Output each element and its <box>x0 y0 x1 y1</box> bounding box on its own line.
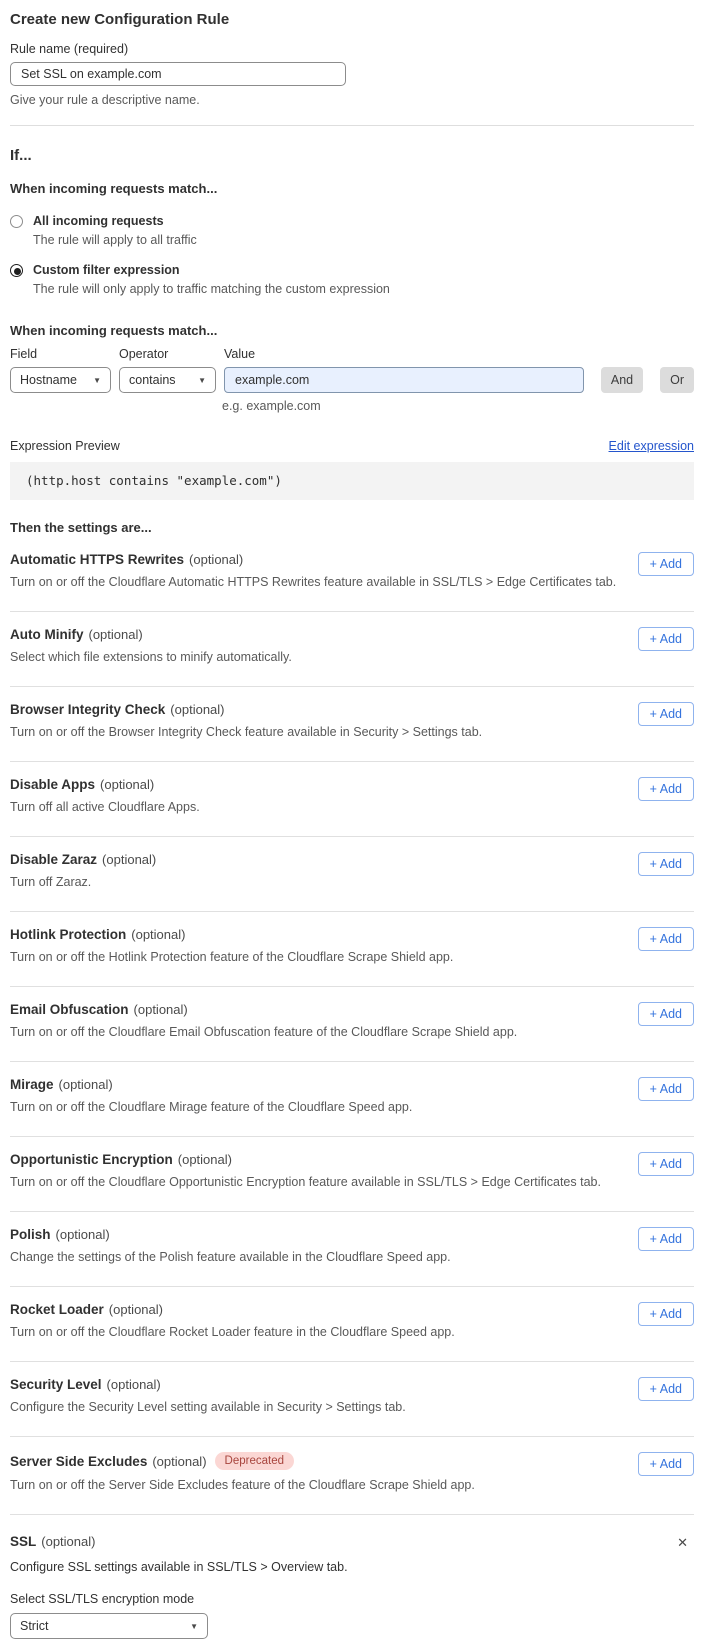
setting-description: Turn off all active Cloudflare Apps. <box>10 800 200 814</box>
add-setting-button[interactable]: + Add <box>638 552 694 576</box>
setting-optional-label: (optional) <box>189 552 244 567</box>
setting-name: Automatic HTTPS Rewrites <box>10 552 185 567</box>
filter-builder-heading: When incoming requests match... <box>10 323 218 338</box>
radio-description: The rule will apply to all traffic <box>33 233 197 247</box>
ssl-mode-select-value: Strict <box>20 1619 49 1633</box>
add-setting-button[interactable]: + Add <box>638 1302 694 1326</box>
ssl-setting-name: SSL <box>10 1534 37 1549</box>
rule-name-help: Give your rule a descriptive name. <box>10 93 200 107</box>
setting-description: Turn on or off the Browser Integrity Check feature available in Security > Settings tab. <box>10 725 483 739</box>
operator-select[interactable] <box>119 367 216 393</box>
if-section-heading: If... <box>10 147 32 164</box>
setting-description: Turn off Zaraz. <box>10 875 92 889</box>
section-divider <box>10 125 694 126</box>
setting-row <box>10 1287 694 1362</box>
add-setting-button[interactable]: + Add <box>638 927 694 951</box>
setting-description: Turn on or off the Cloudflare Opportunistic Encryption feature available in SSL/TLS > Edge Certificates tab. <box>10 1175 601 1189</box>
add-setting-button[interactable]: + Add <box>638 1227 694 1251</box>
setting-description: Configure the Security Level setting available in Security > Settings tab. <box>10 1400 406 1414</box>
value-input[interactable] <box>224 367 584 393</box>
setting-optional-label: (optional) <box>58 1077 113 1092</box>
setting-optional-label: (optional) <box>131 927 186 942</box>
setting-description: Change the settings of the Polish feature available in the Cloudflare Speed app. <box>10 1250 451 1264</box>
setting-optional-label: (optional) <box>152 1453 207 1469</box>
add-setting-button[interactable]: + Add <box>638 1002 694 1026</box>
filter-builder-row <box>10 347 694 393</box>
operator-select-value: contains <box>129 373 176 387</box>
add-setting-button[interactable]: + Add <box>638 1377 694 1401</box>
setting-row <box>10 687 694 762</box>
chevron-down-icon: ▼ <box>190 1621 198 1631</box>
then-settings-heading: Then the settings are... <box>10 520 152 535</box>
setting-row <box>10 987 694 1062</box>
field-select[interactable] <box>10 367 111 393</box>
incoming-requests-heading: When incoming requests match... <box>10 181 218 196</box>
setting-row <box>10 912 694 987</box>
setting-optional-label: (optional) <box>100 777 155 792</box>
and-button[interactable]: And <box>601 367 643 393</box>
edit-expression-link[interactable]: Edit expression <box>608 439 694 453</box>
setting-name: Email Obfuscation <box>10 1002 129 1017</box>
setting-description: Turn on or off the Server Side Excludes feature of the Cloudflare Scrape Shield app. <box>10 1478 475 1492</box>
add-setting-button[interactable]: + Add <box>638 852 694 876</box>
radio-custom-filter-expression[interactable] <box>10 263 694 296</box>
rule-name-input[interactable] <box>10 62 346 86</box>
field-select-value: Hostname <box>20 373 77 387</box>
setting-description: Select which file extensions to minify automatically. <box>10 650 292 664</box>
setting-name: Opportunistic Encryption <box>10 1152 173 1167</box>
setting-optional-label: (optional) <box>177 1152 232 1167</box>
radio-selected-icon[interactable] <box>10 264 23 277</box>
setting-row <box>10 1212 694 1287</box>
setting-name: Disable Zaraz <box>10 852 98 867</box>
setting-row <box>10 612 694 687</box>
add-setting-button[interactable]: + Add <box>638 1077 694 1101</box>
ssl-mode-select-label: Select SSL/TLS encryption mode <box>10 1592 195 1606</box>
setting-description: Turn on or off the Cloudflare Automatic HTTPS Rewrites feature available in SSL/TLS > Edge Certificates tab. <box>10 575 617 589</box>
setting-optional-label: (optional) <box>170 702 225 717</box>
settings-list <box>10 537 694 1515</box>
ssl-setting-description: Configure SSL settings available in SSL/TLS > Overview tab. <box>10 1560 348 1574</box>
setting-name: Security Level <box>10 1377 102 1392</box>
or-button[interactable]: Or <box>660 367 694 393</box>
add-setting-button[interactable]: + Add <box>638 702 694 726</box>
page-title: Create new Configuration Rule <box>10 11 230 28</box>
radio-all-incoming-requests[interactable] <box>10 214 694 247</box>
chevron-down-icon: ▼ <box>93 375 101 385</box>
add-setting-button[interactable]: + Add <box>638 627 694 651</box>
setting-optional-label: (optional) <box>55 1227 110 1242</box>
radio-label: All incoming requests <box>33 214 164 228</box>
setting-name: Server Side Excludes <box>10 1453 148 1469</box>
ssl-optional-label: (optional) <box>41 1534 96 1549</box>
setting-row <box>10 1437 694 1515</box>
setting-row <box>10 1137 694 1212</box>
radio-description: The rule will only apply to traffic matching the custom expression <box>33 282 390 296</box>
setting-row <box>10 537 694 612</box>
setting-description: Turn on or off the Hotlink Protection feature of the Cloudflare Scrape Shield app. <box>10 950 454 964</box>
expression-preview-code: (http.host contains "example.com") <box>10 462 694 500</box>
setting-name: Hotlink Protection <box>10 927 127 942</box>
setting-description: Turn on or off the Cloudflare Mirage feature of the Cloudflare Speed app. <box>10 1100 413 1114</box>
setting-name: Rocket Loader <box>10 1302 104 1317</box>
setting-description: Turn on or off the Cloudflare Rocket Loader feature in the Cloudflare Speed app. <box>10 1325 455 1339</box>
add-setting-button[interactable]: + Add <box>638 1152 694 1176</box>
setting-row <box>10 762 694 837</box>
field-label: Field <box>10 347 38 361</box>
setting-name: Mirage <box>10 1077 54 1092</box>
close-icon[interactable]: ✕ <box>677 1535 688 1550</box>
setting-name: Browser Integrity Check <box>10 702 166 717</box>
deprecated-badge: Deprecated <box>215 1452 294 1470</box>
value-hint: e.g. example.com <box>222 399 321 413</box>
radio-unselected-icon[interactable] <box>10 215 23 228</box>
setting-name: Polish <box>10 1227 51 1242</box>
setting-optional-label: (optional) <box>106 1377 161 1392</box>
ssl-setting-panel <box>10 1515 694 1639</box>
expression-preview-label: Expression Preview <box>10 439 120 453</box>
add-setting-button[interactable]: + Add <box>638 1452 694 1476</box>
setting-row <box>10 1362 694 1437</box>
add-setting-button[interactable]: + Add <box>638 777 694 801</box>
setting-optional-label: (optional) <box>133 1002 188 1017</box>
setting-optional-label: (optional) <box>102 852 157 867</box>
setting-name: Auto Minify <box>10 627 84 642</box>
rule-name-label: Rule name (required) <box>10 42 129 56</box>
setting-optional-label: (optional) <box>108 1302 163 1317</box>
chevron-down-icon: ▼ <box>198 375 206 385</box>
value-label: Value <box>224 347 256 361</box>
operator-label: Operator <box>119 347 169 361</box>
setting-description: Turn on or off the Cloudflare Email Obfuscation feature of the Cloudflare Scrape Shield app. <box>10 1025 518 1039</box>
radio-label: Custom filter expression <box>33 263 180 277</box>
setting-name: Disable Apps <box>10 777 96 792</box>
setting-row <box>10 1062 694 1137</box>
setting-optional-label: (optional) <box>88 627 143 642</box>
setting-row <box>10 837 694 912</box>
ssl-mode-select[interactable] <box>10 1613 208 1639</box>
